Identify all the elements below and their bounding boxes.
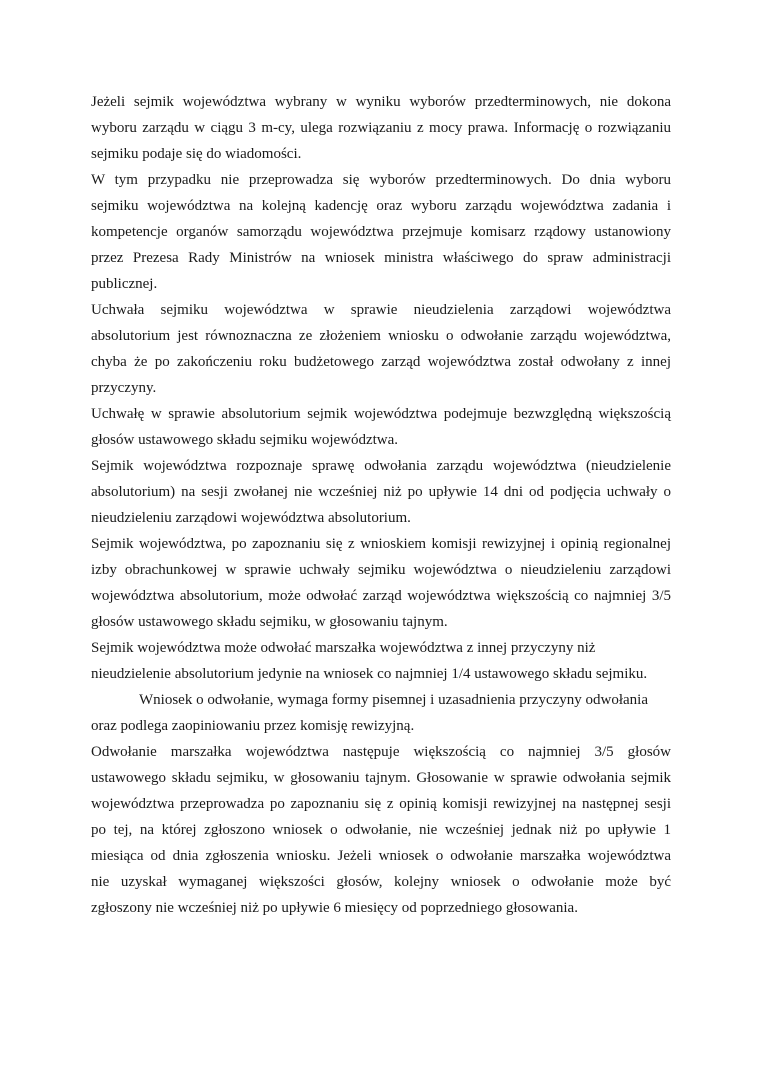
text-line: głosów ustawowego składu sejmiku, w głosowaniu tajnym. bbox=[91, 614, 448, 630]
text-line: absolutorium) na sesji zwołanej nie wcześniej niż po upływie 14 dni od podjęcia uchwały o bbox=[91, 484, 671, 500]
text-line: nieudzielenie absolutorium jedynie na wniosek co najmniej 1/4 ustawowego składu sejmiku. bbox=[91, 666, 648, 682]
text-line: sejmiku województwa na kolejną kadencję oraz wyboru zarządu województwa zadania i bbox=[91, 198, 671, 214]
text-line: absolutorium jest równoznaczna ze złożeniem wniosku o odwołanie zarządu województwa, bbox=[91, 328, 671, 344]
text-line: Uchwała sejmiku województwa w sprawie nieudzielenia zarządowi województwa bbox=[91, 302, 671, 318]
text-line: publicznej. bbox=[91, 276, 158, 292]
text-line: Wniosek o odwołanie, wymaga formy pisemnej i uzasadnienia przyczyny odwołania bbox=[139, 692, 649, 708]
text-line: kompetencje organów samorządu województwa przejmuje komisarz rządowy ustanowiony bbox=[91, 224, 671, 240]
text-line: województwa przeprowadza po zapoznaniu się z opinią komisji rewizyjnej na następnej sesji bbox=[91, 796, 671, 812]
text-line: izby obrachunkowej w sprawie uchwały sejmiku województwa o nieudzieleniu zarządowi bbox=[91, 562, 671, 578]
text-line: Uchwałę w sprawie absolutorium sejmik województwa podejmuje bezwzględną większością bbox=[91, 406, 671, 422]
text-line: Odwołanie marszałka województwa następuje większością co najmniej 3/5 głosów bbox=[91, 744, 671, 760]
text-line: ustawowego składu sejmiku, w głosowaniu tajnym. Głosowanie w sprawie odwołania sejmik bbox=[91, 770, 671, 786]
text-line: Sejmik województwa rozpoznaje sprawę odwołania zarządu województwa (nieudzielenie bbox=[91, 458, 671, 474]
text-line: zgłoszony nie wcześniej niż po upływie 6 miesięcy od poprzedniego głosowania. bbox=[91, 900, 578, 916]
text-line: miesiąca od dnia zgłoszenia wniosku. Jeżeli wniosek o odwołanie marszałka województwa bbox=[91, 848, 671, 864]
text-line: nieudzieleniu zarządowi województwa absolutorium. bbox=[91, 510, 411, 526]
text-line: województwa absolutorium, może odwołać zarząd województwa większością co najmniej 3/5 bbox=[91, 588, 671, 604]
text-line: oraz podlega zaopiniowaniu przez komisję rewizyjną. bbox=[91, 718, 415, 734]
text-line: głosów ustawowego składu sejmiku województwa. bbox=[91, 432, 399, 448]
text-line: przyczyny. bbox=[91, 380, 157, 396]
text-line: Sejmik województwa, po zapoznaniu się z wnioskiem komisji rewizyjnej i opinią regionalnej bbox=[91, 536, 671, 552]
text-line: przez Prezesa Rady Ministrów na wniosek ministra właściwego do spraw administracji bbox=[91, 250, 671, 266]
text-line: Jeżeli sejmik województwa wybrany w wyniku wyborów przedterminowych, nie dokona bbox=[91, 94, 671, 110]
text-line: sejmiku podaje się do wiadomości. bbox=[91, 146, 302, 162]
text-line: nie uzyskał wymaganej większości głosów, kolejny wniosek o odwołanie może być bbox=[91, 874, 671, 890]
text-line: wyboru zarządu w ciągu 3 m-cy, ulega rozwiązaniu z mocy prawa. Informację o rozwiązaniu bbox=[91, 120, 671, 136]
text-line: po tej, na której zgłoszono wniosek o odwołanie, nie wcześniej jednak niż po upływie 1 bbox=[91, 822, 671, 838]
text-line: Sejmik województwa może odwołać marszałka województwa z innej przyczyny niż bbox=[91, 640, 596, 656]
text-line: chyba że po zakończeniu roku budżetowego zarząd województwa został odwołany z innej bbox=[91, 354, 671, 370]
text-line: W tym przypadku nie przeprowadza się wyborów przedterminowych. Do dnia wyboru bbox=[91, 172, 671, 188]
